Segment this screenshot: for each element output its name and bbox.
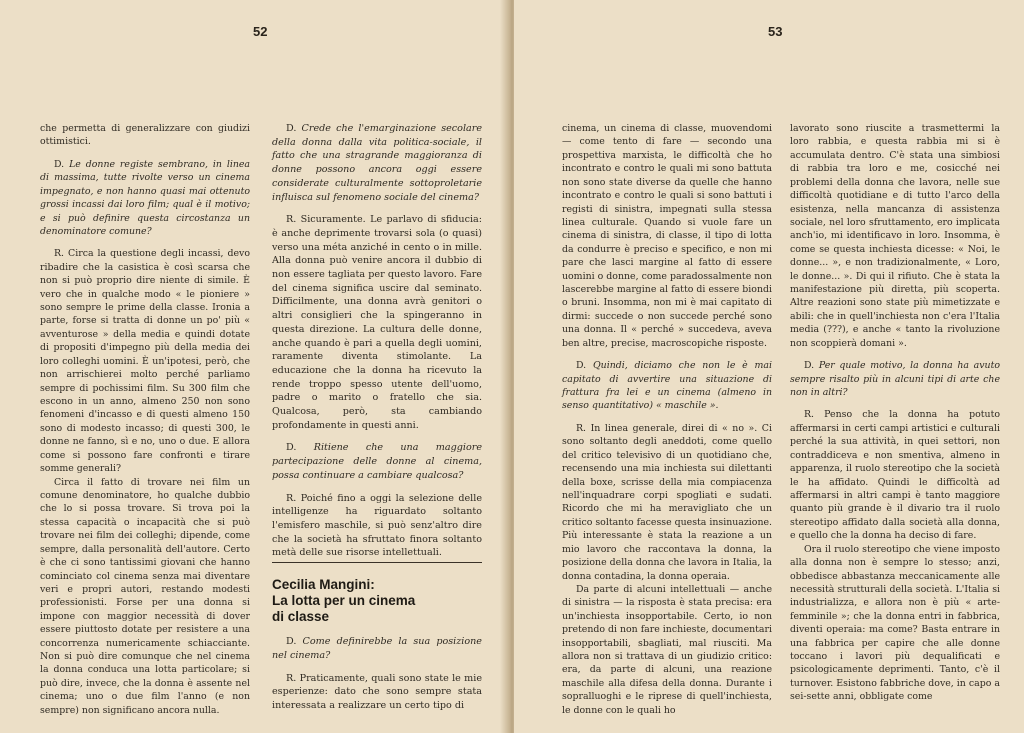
right-column-1 bbox=[562, 122, 772, 717]
speaker-label: R. bbox=[54, 248, 69, 260]
speaker-label: D. bbox=[576, 360, 593, 372]
paragraph bbox=[40, 122, 250, 149]
paragraph-text: In linea generale, direi di « no ». Ci sono soltanto degli aneddoti, come quello del critico televisivo di un quotidiano che, recensendo una mia inchiesta sui dilettanti della boxe, scrisse della mia compiacenza nell'inquadrare corpi spogliati e sudati. Ricordo che mi ha meravigliato che un critico soltanto facesse questa insinuazione. Più interessante è stata la reazione a un mio lavoro che raccontava la donna, la posizione della donna che lavora in Italia, la donna contadina, la donna operaia. bbox=[562, 422, 773, 582]
paragraph bbox=[562, 359, 772, 413]
paragraph-text: Ritiene che una maggiore partecipazione delle donne al cinema, possa continuare a cambiare qualcosa? bbox=[272, 442, 482, 481]
paragraph bbox=[272, 492, 482, 561]
paragraph-text: Penso che la donna ha potuto affermarsi in certi campi artistici e culturali perché la sua attività, in quei settori, non contraddiceva e non smentiva, almeno in apparenza, il ruolo stereotipo che la società le ha affidato. Quindi le difficoltà ad affermarsi in altri campi è tanto maggiore quanto più grande è il divario tra il ruolo stereotipo affidato dalla società alla donna, e quello che la donna ha deciso di fare. bbox=[790, 409, 1000, 542]
right-page bbox=[514, 0, 1024, 733]
paragraph-text: Da parte di alcuni intellettuali — anche di sinistra — la risposta è stata precisa: era un'inchiesta insopportabile. Certo, io non pretendo di non fare inchieste, documentari insopportabili, sbagliati, mal riusciti. Ma allora non si trattava di un giudizio critico: era, da parte di alcuni, una reazione maschile alla difesa della donna. Durante i sopralluoghi e le riprese di quell'inchiesta, le donne con le quali ho bbox=[562, 583, 772, 716]
paragraph bbox=[562, 122, 772, 350]
section-heading: Cecilia Mangini: La lotta per un cinema di classe bbox=[272, 577, 416, 625]
paragraph-text: Sicuramente. Le parlavo di sfiducia: è anche deprimente trovarsi sola (o quasi) verso una méta anziché in cento o in mille. Alla donna può venire ancora il dubbio di non essere tagliata per questo lavoro. Fare del cinema significa uscire dal seminato. Difficilmente, una donna avrà genitori o altri consiglieri che la spingeranno in questa direzione. La cultura delle donne, anche quando è pari a quella degli uomini, raramente diventa stimolante. La educazione che la donna ha ricevuto la rende troppo spesso utente dell'uomo, padre o marito o fratello che sia. Qualcosa, però, sta cambiando profondamente in questi anni. bbox=[272, 214, 482, 431]
section-divider bbox=[272, 562, 482, 563]
paragraph bbox=[272, 213, 482, 432]
paragraph bbox=[790, 122, 1000, 350]
paragraph-text: Ora il ruolo stereotipo che viene imposto alla donna non è sempre lo stesso; anzi, obbedisce abbastanza meccanicamente alle necessità strutturali della società. L'Italia si industrializza, e allora non è più « arte-femminile »; che la donna entri in fabbrica, diventi operaia: ma come? Basta entrare in una fabbrica per capire che alle donne toccano i lavori più dequalificati e psicologicamente deprimenti. Tanto, c'è il turnover. Esistono fabbriche dove, in capo a sei-sette anni, obbligate come bbox=[790, 543, 1000, 703]
paragraph bbox=[40, 476, 250, 718]
paragraph bbox=[40, 158, 250, 239]
paragraph bbox=[562, 422, 772, 583]
speaker-label: R. bbox=[576, 422, 591, 434]
paragraph-text: Circa la questione degli incassi, devo ribadire che la casistica è così scarsa che non si può proprio dire niente di simile. È vero che in qualche modo « le pioniere » sono sempre le prime della classe. Ironia a parte, forse si tratta di donne un po' più « avventurose » della media e quindi dotate di propositi d'impegno più della media dei loro colleghi uomini. È un'ipotesi, però, che non arrischierei molto perché parliamo sempre di pochissimi film. Su 300 film che escono in un anno, almeno 250 non sono fenomeni d'incasso e di questi almeno 150 sono di modesto incasso; di questi 300, le donne ne fanno, sì e no, uno o due. E allora come si possono fare confronti e tirare somme generali? bbox=[40, 248, 251, 475]
speaker-label: R. bbox=[286, 492, 301, 504]
paragraph-text: Crede che l'emarginazione secolare della donna dalla vita politica-sociale, il fatto che una stragrande maggioranza di donne possono ancora oggi essere considerate culturalmente sottoproletarie influisca sul fenomeno sociale del cinema? bbox=[272, 123, 482, 203]
paragraph-text: Praticamente, quali sono state le mie esperienze: dato che sono sempre stata interessata a realizzare un certo tipo di bbox=[272, 672, 483, 711]
paragraph bbox=[272, 672, 482, 713]
page-number-left: 52 bbox=[253, 24, 268, 39]
speaker-label: D. bbox=[286, 123, 302, 134]
paragraph-text: Come definirebbe la sua posizione nel cinema? bbox=[272, 636, 482, 661]
paragraph-text: Poiché fino a oggi la selezione delle intelligenze ha riguardato soltanto l'emisfero maschile, si può senz'altro dire che la società ha sfruttato finora soltanto metà delle sue risorse intellettuali. bbox=[272, 492, 482, 559]
speaker-label: R. bbox=[804, 409, 825, 421]
speaker-label: D. bbox=[286, 442, 314, 454]
paragraph bbox=[790, 359, 1000, 399]
paragraph bbox=[790, 543, 1000, 704]
speaker-label: R. bbox=[286, 672, 300, 684]
speaker-label: D. bbox=[804, 360, 819, 372]
paragraph bbox=[40, 247, 250, 475]
paragraph bbox=[790, 408, 1000, 542]
left-page bbox=[0, 0, 510, 733]
paragraph-text: Per quale motivo, la donna ha avuto sempre risalto più in alcuni tipi di arte che non in altri? bbox=[790, 360, 1000, 399]
paragraph-text: cinema, un cinema di classe, muovendomi — come tento di fare — secondo una prospettiva marxista, le difficoltà che ho incontrato e contro le quali mi sono battuta non sono state diverse da quelle che hanno incontrato e contro le quali si sono battuti i registi di sinistra, impegnati sulla stessa linea culturale. Quando si vuole fare un cinema di sinistra, di classe, il tipo di lotta da condurre è preciso e specifico, e non mi pare che lasci margine al fatto di essere uomini o donne, come paradossalmente non lascerebbe margine al fatto di essere biondi o bruni. Insomma, non mi è mai capitato di dirmi: succede o non succede perché sono una donna. Il « perché » succedeva, aveva ben altre, precise, macroscopiche risposte. bbox=[562, 123, 772, 349]
paragraph-text: che permetta di generalizzare con giudizi ottimistici. bbox=[40, 123, 250, 148]
paragraph bbox=[272, 635, 482, 662]
paragraph-text: lavorato sono riuscite a trasmettermi la loro rabbia, e questa rabbia mi si è accumulata dentro. C'è stata una simbiosi di rabbia tra loro e me, cosicché nei problemi della donna che lavora, nelle sue difficoltà quotidiane e di tutto l'arco della esistenza, nella mancanza di assistenza sociale, nel loro sfruttamento, ero implicata anch'io, mi identificavo in loro. Insomma, è come se questa inchiesta dicesse: « Noi, le donne... », e non tradizionalmente, « Loro, le donne... ». Di qui il rifiuto. Che è stata la manifestazione più diretta, più scoperta. Altre reazioni sono state più mimetizzate e abili: che in quell'inchiesta non c'era l'Italia media (???), e anche « tanto la rivoluzione non scoppierà domani ». bbox=[790, 123, 1000, 349]
paragraph-text: Le donne registe sembrano, in linea di massima, tutte rivolte verso un cinema impegnato, e non hanno quasi mai ottenuto grossi incassi dai loro film; qual è il motivo; e si può definire questa circostanza un denominatore comune? bbox=[40, 158, 250, 237]
speaker-label: R. bbox=[286, 214, 301, 226]
paragraph bbox=[272, 441, 482, 482]
speaker-label: D. bbox=[286, 636, 303, 648]
page-number-right: 53 bbox=[768, 24, 783, 39]
left-column-1 bbox=[40, 122, 250, 717]
left-column-2 bbox=[272, 122, 482, 713]
right-column-2 bbox=[790, 122, 1000, 704]
speaker-label: D. bbox=[54, 158, 70, 170]
paragraph bbox=[272, 122, 482, 204]
paragraph bbox=[562, 583, 772, 717]
paragraph-text: Quindi, diciamo che non le è mai capitato di avvertire una situazione di frattura fra lei e un cinema (almeno in senso quantitativo) « maschile ». bbox=[562, 360, 772, 412]
paragraph-text: Circa il fatto di trovare nei film un comune denominatore, ho qualche dubbio che lo si possa trovare. Si trova poi la stessa capacità o incapacità che si può trovare nei film dei colleghi; dipende, come sempre, dalla personalità dell'autore. Certo è che ci sono tantissimi giovani che hanno cominciato col cinema senza mai diventare veri e propri autori, restando modesti professionisti. Forse per una donna si impone con maggior necessità di dover essere piuttosto dotate per resistere a una concorrenza numericamente schiacciante. Non si può dire comunque che nel cinema la donna conduca una lotta particolare; si può dire, invece, che la donna è assente nel cinema; uno o due film l'anno (e non sempre) non significano ancora nulla. bbox=[40, 476, 250, 716]
